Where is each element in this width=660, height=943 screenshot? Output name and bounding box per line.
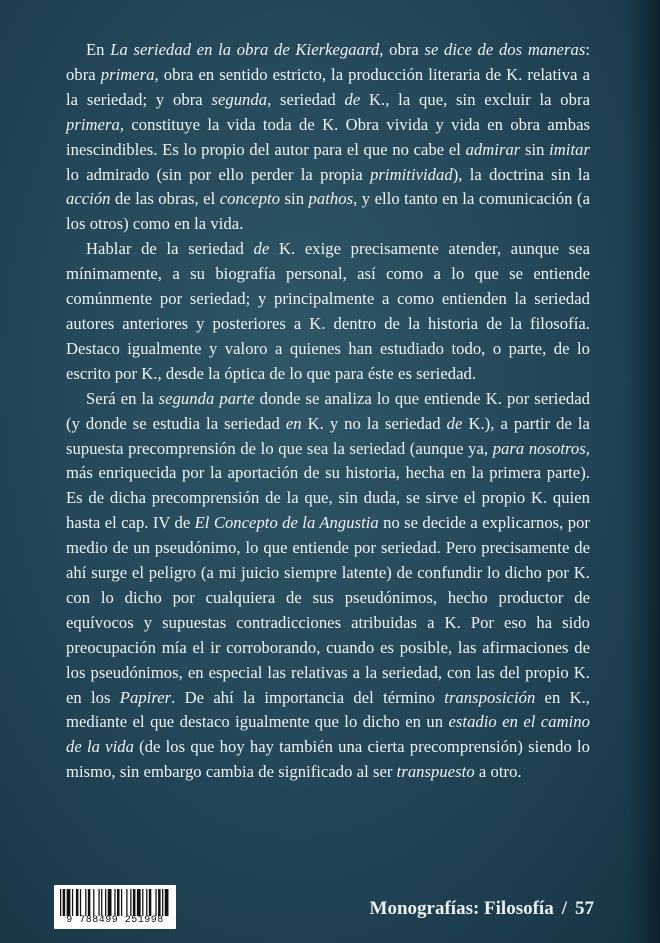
text-run: no se decide a explicarnos, por medio de un pseudónimo, lo que entiende por seriedad. Pero precisamente de ahí surge el peligro (a mi juicio siempre latente) de confundir lo dicho por K. con lo dicho por cualquiera de sus pseudónimos, hecho productor de equívocos y supuestas contradicciones atribuidas a K. Por eso ha sido preocupación mía el ir corroborando, cuando es posible, las afirmaciones de los pseudónimos, en especial las relativas a la seriedad, con las del propio K. en los (66, 513, 590, 707)
italic-text: El Concepto de la Angustia (194, 513, 379, 533)
text-run: en K., mediante el que destaco igualmente que lo dicho en un (66, 687, 591, 732)
italic-text: en (285, 413, 302, 433)
text-run: , seriedad (267, 89, 345, 109)
italic-text: primitividad (370, 164, 453, 184)
isbn-barcode (54, 885, 176, 929)
text-run: K. y no la seriedad (301, 413, 447, 433)
text-run: K. exige precisamente atender, aunque sea mínimamente, a su biografía personal, así como a lo que se entiende comúnmente por seriedad; y principalmente a como entienden la seriedad autores anteriores y posteriores a K. dentro de la historia de la filosofía. Destaco igualmente y valoro a quienes han estudiado todo, o parte, de lo escrito por K., desde la óptica de lo que para éste es seriedad. (66, 239, 590, 383)
text-run: , más enriquecida por la aportación de su historia, hecha en la primera parte). Es de dicha precomprensión de la que, sin duda, se sirve el propio K. quien hasta el cap. IV de (66, 438, 590, 533)
italic-text: pathos (308, 189, 354, 209)
text-run: lo admirado (sin por ello perder la propia (66, 164, 371, 184)
italic-text: estadio en el camino de la vida (66, 712, 590, 757)
series-number: 57 (575, 898, 594, 919)
text-run: Hablar de la seriedad (86, 239, 254, 259)
text-run: sin (520, 139, 550, 159)
series-separator: / (561, 898, 567, 919)
italic-text: Papirer (119, 687, 172, 707)
italic-text: acción (66, 189, 111, 209)
isbn-number: 9 788499 251998 (66, 915, 164, 926)
text-run: Será en la (86, 388, 159, 408)
series-label (370, 898, 594, 920)
text-run: , y ello tanto en la comunicación (a los otros) como en la vida. (66, 189, 591, 234)
text-run: a otro. (474, 762, 522, 782)
cover-footer (0, 880, 660, 940)
blurb-text (66, 38, 590, 785)
text-run: K.), a partir de la supuesta precomprensión de lo que sea la seriedad (aunque ya, (66, 413, 590, 458)
italic-text: transposición (444, 687, 536, 707)
text-run: K., la que, sin excluir la obra (360, 89, 590, 109)
italic-text: concepto (219, 189, 281, 209)
italic-text: para nosotros (492, 438, 586, 458)
italic-text: La seriedad en la obra de Kierkegaard (110, 40, 380, 59)
italic-text: primera (66, 114, 120, 134)
text-run: sin (280, 189, 309, 209)
blurb-paragraph-2 (66, 237, 590, 386)
text-run: . De ahí la importancia del término (171, 687, 445, 707)
italic-text: admirar (465, 139, 521, 159)
blurb-paragraph-1 (66, 38, 590, 237)
text-run: En (86, 40, 111, 59)
text-run: de las obras, el (110, 189, 220, 209)
italic-text: de (446, 413, 463, 433)
italic-text: se dice de dos maneras (424, 40, 586, 59)
text-run: (de los que hoy hay también una cierta precomprensión) siendo lo mismo, sin embargo cambia de significado al ser (66, 737, 590, 782)
text-run: donde se analiza lo que entiende K. por seriedad (y donde se estudia la seriedad (66, 388, 590, 433)
text-run: , constituye la vida toda de K. Obra vivida y vida en obra ambas inescindibles. Es lo propio del autor para el que no cabe el (66, 114, 590, 159)
italic-text: transpuesto (396, 762, 475, 782)
text-run: ), la doctrina sin la (452, 164, 590, 184)
italic-text: de (253, 239, 270, 259)
italic-text: imitar (549, 139, 590, 159)
blurb-paragraph-3 (66, 387, 590, 786)
italic-text: de (344, 89, 361, 109)
barcode-bars (60, 889, 170, 916)
italic-text: segunda (211, 89, 268, 109)
text-run: : obra (66, 40, 590, 84)
series-name: Monografías: Filosofía (369, 898, 554, 919)
text-run: , obra en sentido estricto, la producción literaria de K. relativa a la seriedad; y obra (66, 64, 590, 109)
cover-spine-edge (626, 0, 660, 943)
italic-text: segunda parte (158, 388, 255, 408)
text-run: , obra (379, 40, 425, 59)
italic-text: primera (100, 64, 155, 84)
